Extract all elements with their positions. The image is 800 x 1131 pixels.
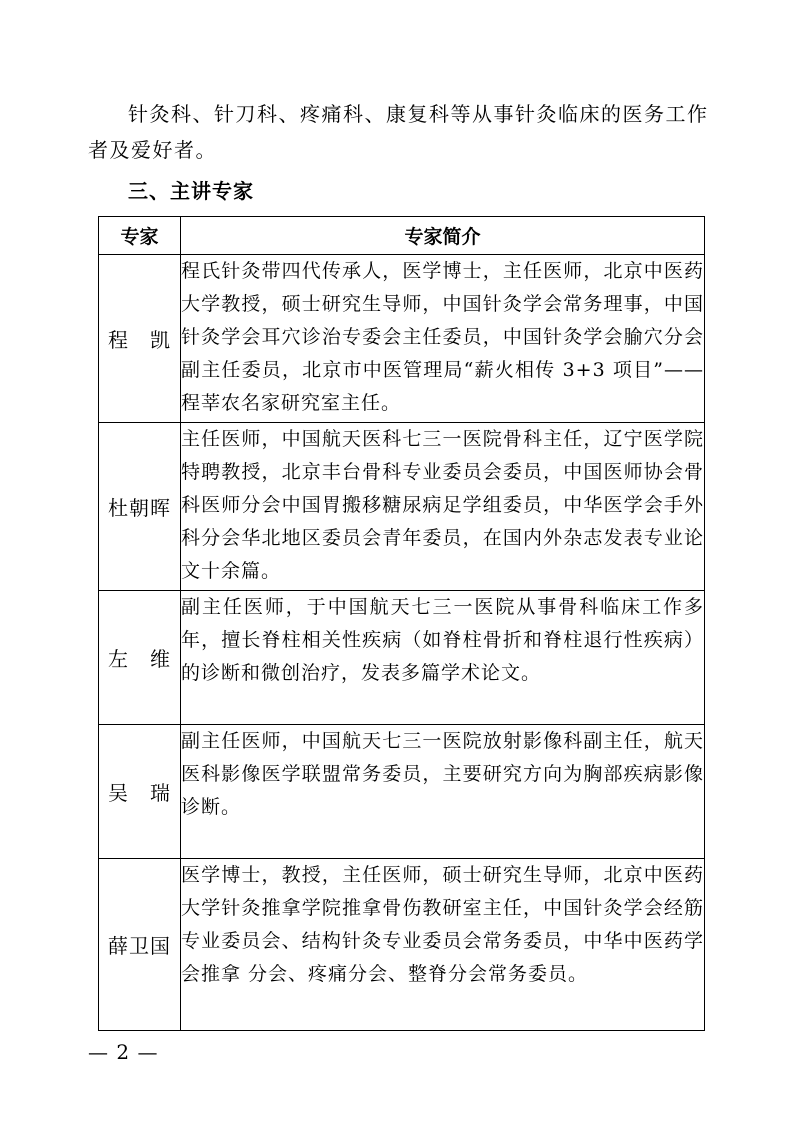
table-row — [99, 591, 705, 725]
column-header-expert: 专家 — [99, 217, 181, 255]
table-header-row — [99, 217, 705, 255]
expert-bio: 主任医师，中国航天医科七三一医院骨科主任，辽宁医学院特聘教授，北京丰台骨科专业委员会委员，中国医师协会骨科医师分会中国胃搬移糖尿病足学组委员，中华医学会手外科分会华北地区委员会青年委员，在国内外杂志发表专业论文十余篇。 — [181, 423, 705, 591]
table-row — [99, 255, 705, 423]
table-row — [99, 725, 705, 859]
expert-name: 程 凯 — [99, 255, 181, 423]
expert-bio: 副主任医师，于中国航天七三一医院从事骨科临床工作多年，擅长脊柱相关性疾病（如脊柱骨折和脊柱退行性疾病）的诊断和微创治疗，发表多篇学术论文。 — [181, 591, 705, 725]
intro-paragraph: 针灸科、针刀科、疼痛科、康复科等从事针灸临床的医务工作者及爱好者。 — [88, 102, 709, 162]
experts-table — [98, 216, 705, 1031]
section-heading: 三、主讲专家 — [128, 179, 254, 203]
expert-bio: 程氏针灸带四代传承人，医学博士，主任医师，北京中医药大学教授，硕士研究生导师，中国针灸学会常务理事，中国针灸学会耳穴诊治专委会主任委员，中国针灸学会腧穴分会副主任委员，北京市中医管理局“薪火相传 3+3 项目”——程莘农名家研究室主任。 — [181, 255, 705, 423]
expert-name: 薛卫国 — [99, 859, 181, 1031]
expert-name: 左 维 — [99, 591, 181, 725]
table-row — [99, 423, 705, 591]
expert-bio: 医学博士，教授，主任医师，硕士研究生导师，北京中医药大学针灸推拿学院推拿骨伤教研室主任，中国针灸学会经筋专业委员会、结构针灸专业委员会常务委员，中华中医药学会推拿 分会、疼痛分会、整脊分会常务委员。 — [181, 859, 705, 1031]
expert-name: 吴 瑞 — [99, 725, 181, 859]
page-number: — 2 — — [88, 1040, 159, 1064]
expert-bio: 副主任医师，中国航天七三一医院放射影像科副主任，航天医科影像医学联盟常务委员，主要研究方向为胸部疾病影像诊断。 — [181, 725, 705, 859]
expert-name: 杜朝晖 — [99, 423, 181, 591]
column-header-profile: 专家简介 — [181, 217, 705, 255]
table-row — [99, 859, 705, 1031]
